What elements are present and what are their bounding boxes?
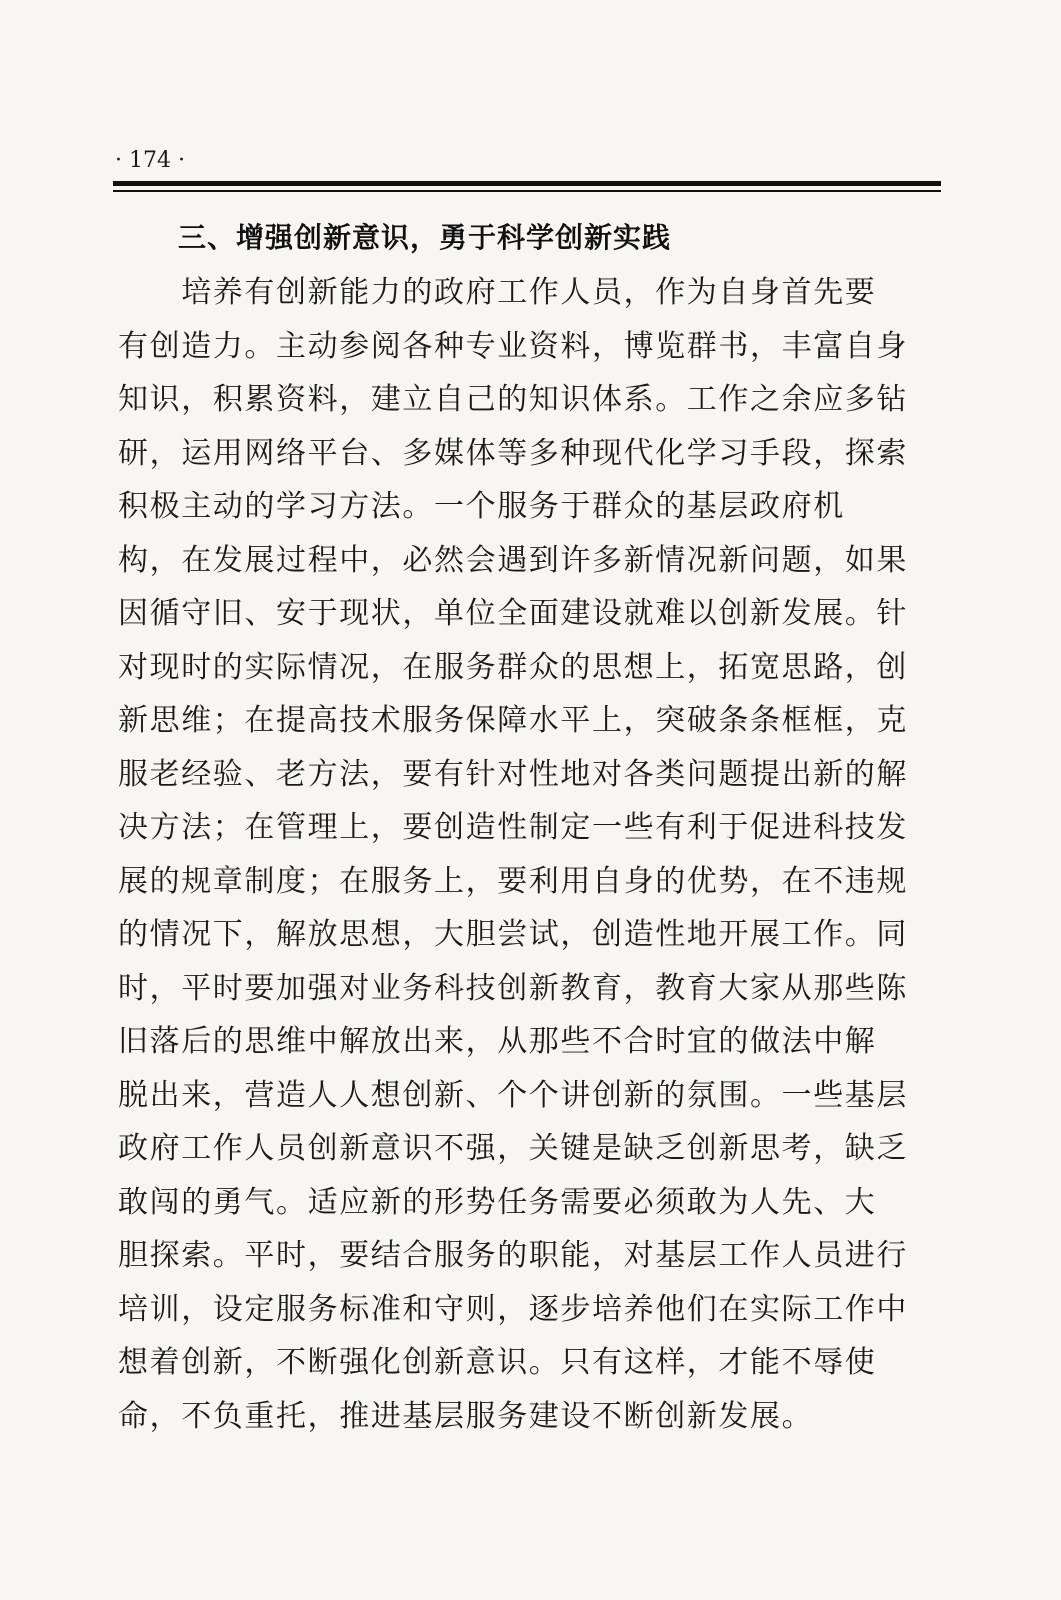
text-line: 构，在发展过程中，必然会遇到许多新情况新问题，如果 [118, 542, 908, 578]
text-line: 政府工作人员创新意识不强，关键是缺乏创新思考，缺乏 [118, 1131, 908, 1166]
text-line: 培养有创新能力的政府工作人员，作为自身首先要 [118, 275, 877, 310]
text-line: 旧落后的思维中解放出来，从那些不合时宜的做法中解 [118, 1024, 877, 1059]
page-number: · 174 · [115, 148, 185, 173]
section-heading: 三、增强创新意识，勇于科学创新实践 [178, 221, 672, 254]
text-line: 的情况下，解放思想，大胆尝试，创造性地开展工作。同 [118, 917, 908, 952]
text-line: 有创造力。主动参阅各种专业资料，博览群书，丰富自身 [118, 328, 908, 364]
text-line: 敢闯的勇气。适应新的形势任务需要必须敢为人先、大 [118, 1184, 877, 1220]
text-line: 服老经验、老方法，要有针对性地对各类问题提出新的解 [118, 756, 908, 792]
header-rule-thin [113, 190, 941, 192]
text-line: 决方法；在管理上，要创造性制定一些有利于促进科技发 [118, 810, 908, 845]
text-line: 知识，积累资料，建立自己的知识体系。工作之余应多钻 [118, 382, 908, 417]
text-line: 命，不负重托，推进基层服务建设不断创新发展。 [118, 1398, 814, 1434]
text-line: 积极主动的学习方法。一个服务于群众的基层政府机 [118, 489, 845, 524]
header-rule-thick [113, 181, 941, 186]
text-line: 时，平时要加强对业务科技创新教育，教育大家从那些陈 [118, 970, 908, 1006]
text-line: 脱出来，营造人人想创新、个个讲创新的氛围。一些基层 [118, 1077, 908, 1113]
text-line: 对现时的实际情况，在服务群众的思想上，拓宽思路，创 [118, 649, 908, 685]
text-line: 想着创新，不断强化创新意识。只有这样，才能不辱使 [118, 1345, 877, 1380]
text-line: 新思维；在提高技术服务保障水平上，突破条条框框，克 [118, 703, 908, 738]
text-line: 因循守旧、安于现状，单位全面建设就难以创新发展。针 [118, 596, 908, 631]
text-line: 胆探索。平时，要结合服务的职能，对基层工作人员进行 [118, 1238, 908, 1273]
text-line: 培训，设定服务标准和守则，逐步培养他们在实际工作中 [118, 1291, 908, 1327]
body-paragraph [118, 266, 948, 1443]
text-line: 展的规章制度；在服务上，要利用自身的优势，在不违规 [118, 863, 908, 899]
text-line: 研，运用网络平台、多媒体等多种现代化学习手段，探索 [118, 435, 908, 471]
